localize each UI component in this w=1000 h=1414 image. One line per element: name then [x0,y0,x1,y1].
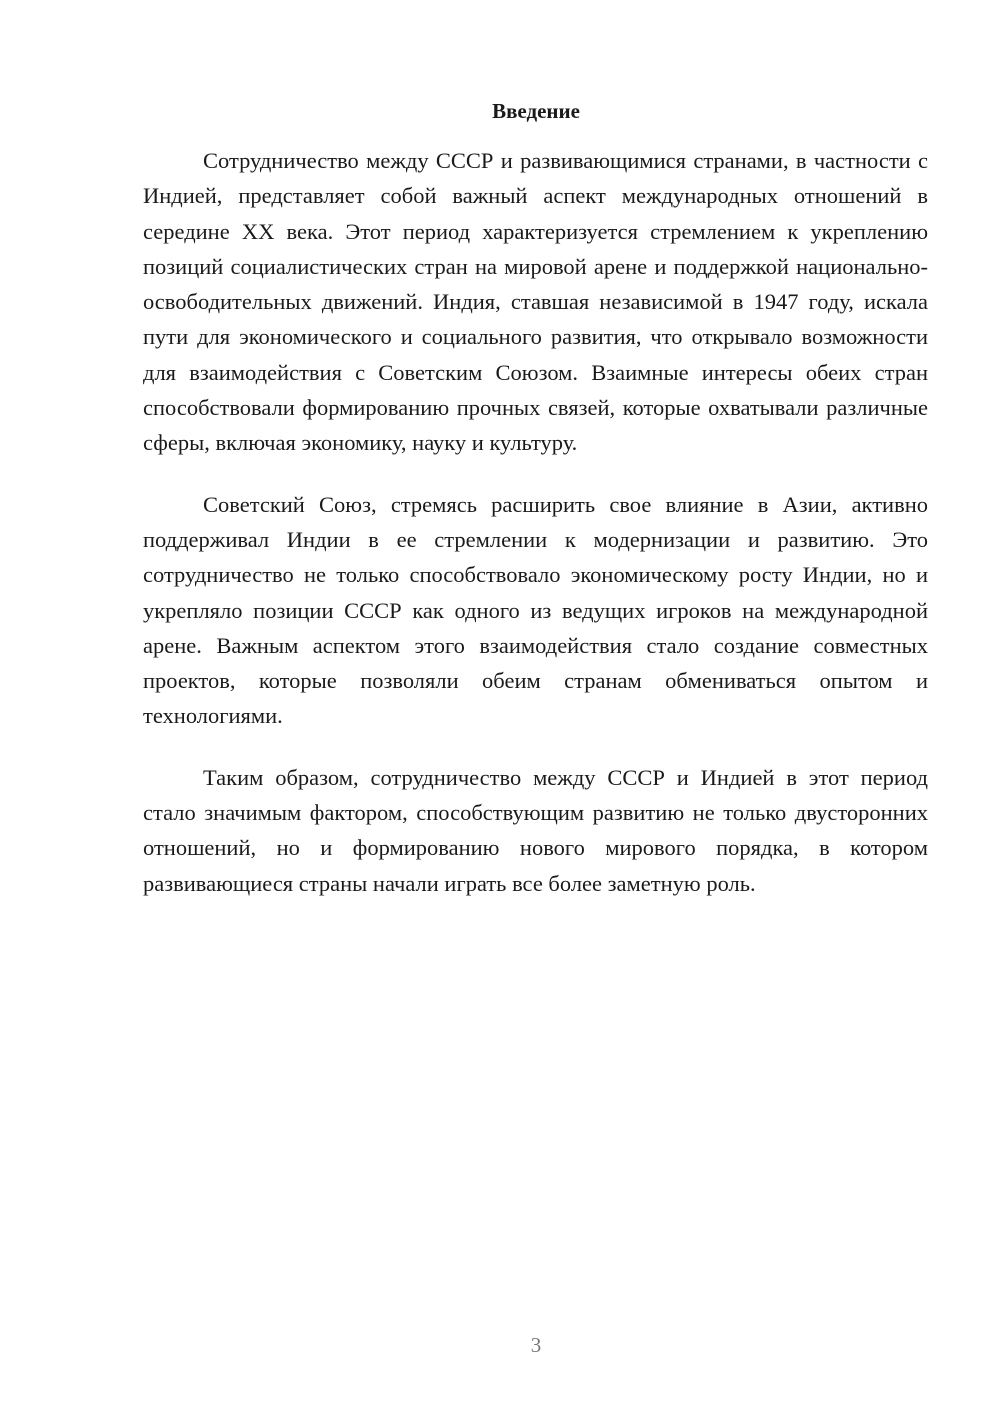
section-heading: Введение [492,99,580,123]
paragraph-2: Советский Союз, стремясь расширить свое влияние в Азии, активно поддерживал Индии в ее стремлении к модернизации и развитию. Это сотрудничество не только способствовало экономическому росту Индии, но и укрепляло позиции СССР как одного из ведущих игроков на международной арене. Важным аспектом этого взаимодействия стало создание совместных проектов, которые позволяли обеим странам обмениваться опытом и технологиями. [143,491,928,729]
paragraph-1: Сотрудничество между СССР и развивающимися странами, в частности с Индией, представляет собой важный аспект международных отношений в середине XX века. Этот период характеризуется стремлением к укреплению позиций социалистических стран на мировой арене и поддержкой национально-освободительных движений. Индия, ставшая независимой в 1947 году, искала пути для экономического и социального развития, что открывало возможности для взаимодействия с Советским Союзом. Взаимные интересы обеих стран способствовали формированию прочных связей, которые охватывали различные сферы, включая экономику, науку и культуру. [143,148,928,456]
body-text [143,143,928,927]
paragraph-3: Таким образом, сотрудничество между СССР и Индией в этот период стало значимым фактором, способствующим развитию не только двусторонних отношений, но и формированию нового мирового порядка, в котором развивающиеся страны начали играть все более заметную роль. [143,764,928,896]
page-number: 3 [530,1333,542,1357]
